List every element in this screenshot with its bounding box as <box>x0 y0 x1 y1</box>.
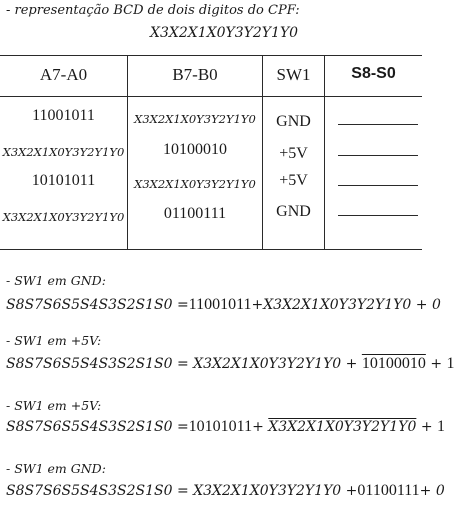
operand-1: X3X2X1X0Y3Y2Y1Y0 <box>193 356 342 372</box>
header-sw1: SW1 <box>276 65 311 84</box>
plus-sign: + <box>419 483 432 499</box>
plus-sign: + <box>430 356 443 372</box>
sum-equation <box>6 418 445 436</box>
sum-lhs: S8S7S6S5S4S3S2S1S0 <box>6 356 173 372</box>
intro-code: X3X2X1X0Y3Y2Y1Y0 <box>150 25 299 41</box>
operand-1: X3X2X1X0Y3Y2Y1Y0 <box>193 483 342 499</box>
equals-sign: = <box>176 483 189 499</box>
table-cell-a: X3X2X1X0Y3Y2Y1Y0 <box>2 210 125 224</box>
case-label: - SW1 em +5V: <box>6 398 102 413</box>
operand-2-inverted: 10100010 <box>361 355 426 372</box>
operand-1: 11001011 <box>188 296 252 313</box>
operand-2-inverted: X3X2X1X0Y3Y2Y1Y0 <box>268 419 417 435</box>
table-divider-3 <box>324 55 325 250</box>
table-cell-a: X3X2X1X0Y3Y2Y1Y0 <box>2 145 125 159</box>
sum-equation <box>6 482 445 500</box>
operand-2: X3X2X1X0Y3Y2Y1Y0 <box>263 297 412 313</box>
table-header-rule <box>0 96 422 97</box>
carry-in: 1 <box>437 418 445 435</box>
carry-in: 0 <box>435 483 445 499</box>
table-cell-s-blank <box>338 185 418 186</box>
sum-equation <box>6 355 455 373</box>
table-cell-s-blank <box>338 155 418 156</box>
table-cell-b: 10100010 <box>163 141 227 158</box>
plus-sign: + <box>252 419 264 435</box>
sum-equation <box>6 296 441 314</box>
case-label: - SW1 em +5V: <box>6 333 102 348</box>
table-cell-a: 11001011 <box>32 107 95 124</box>
header-a: A7-A0 <box>39 65 88 84</box>
operand-1: 10101011 <box>188 418 253 435</box>
carry-in: 0 <box>431 297 441 313</box>
sum-lhs: S8S7S6S5S4S3S2S1S0 <box>6 297 173 313</box>
table-cell-b: X3X2X1X0Y3Y2Y1Y0 <box>134 112 256 126</box>
table-cell-sw1: +5V <box>279 172 308 189</box>
adder-table <box>0 55 422 250</box>
plus-sign: + <box>345 483 358 499</box>
plus-sign: + <box>345 356 358 372</box>
table-cell-s-blank <box>338 124 418 125</box>
table-cell-b: 01100111 <box>163 205 227 222</box>
equals-sign: = <box>176 419 189 435</box>
table-cell-sw1: GND <box>276 203 311 220</box>
plus-sign: + <box>420 419 433 435</box>
equals-sign: = <box>176 297 189 313</box>
table-cell-a: 10101011 <box>31 172 96 189</box>
plus-sign: + <box>251 297 264 313</box>
case-label: - SW1 em GND: <box>6 461 106 476</box>
table-cell-sw1: +5V <box>279 145 308 162</box>
case-label: - SW1 em GND: <box>6 273 106 288</box>
table-cell-s-blank <box>338 215 418 216</box>
carry-in: 1 <box>446 355 455 372</box>
sum-lhs: S8S7S6S5S4S3S2S1S0 <box>6 483 173 499</box>
equals-sign: = <box>176 356 189 372</box>
plus-sign: + <box>415 297 428 313</box>
intro-text: - representação BCD de dois digitos do CPF: <box>6 3 300 18</box>
table-cell-b: X3X2X1X0Y3Y2Y1Y0 <box>134 177 256 191</box>
operand-2: 01100111 <box>357 482 420 499</box>
table-bottom-rule <box>0 249 422 250</box>
header-s: S8-S0 <box>351 65 396 82</box>
header-b: B7-B0 <box>172 65 218 84</box>
table-top-rule <box>0 55 422 56</box>
sum-lhs: S8S7S6S5S4S3S2S1S0 <box>6 419 173 435</box>
table-cell-sw1: GND <box>276 113 311 130</box>
